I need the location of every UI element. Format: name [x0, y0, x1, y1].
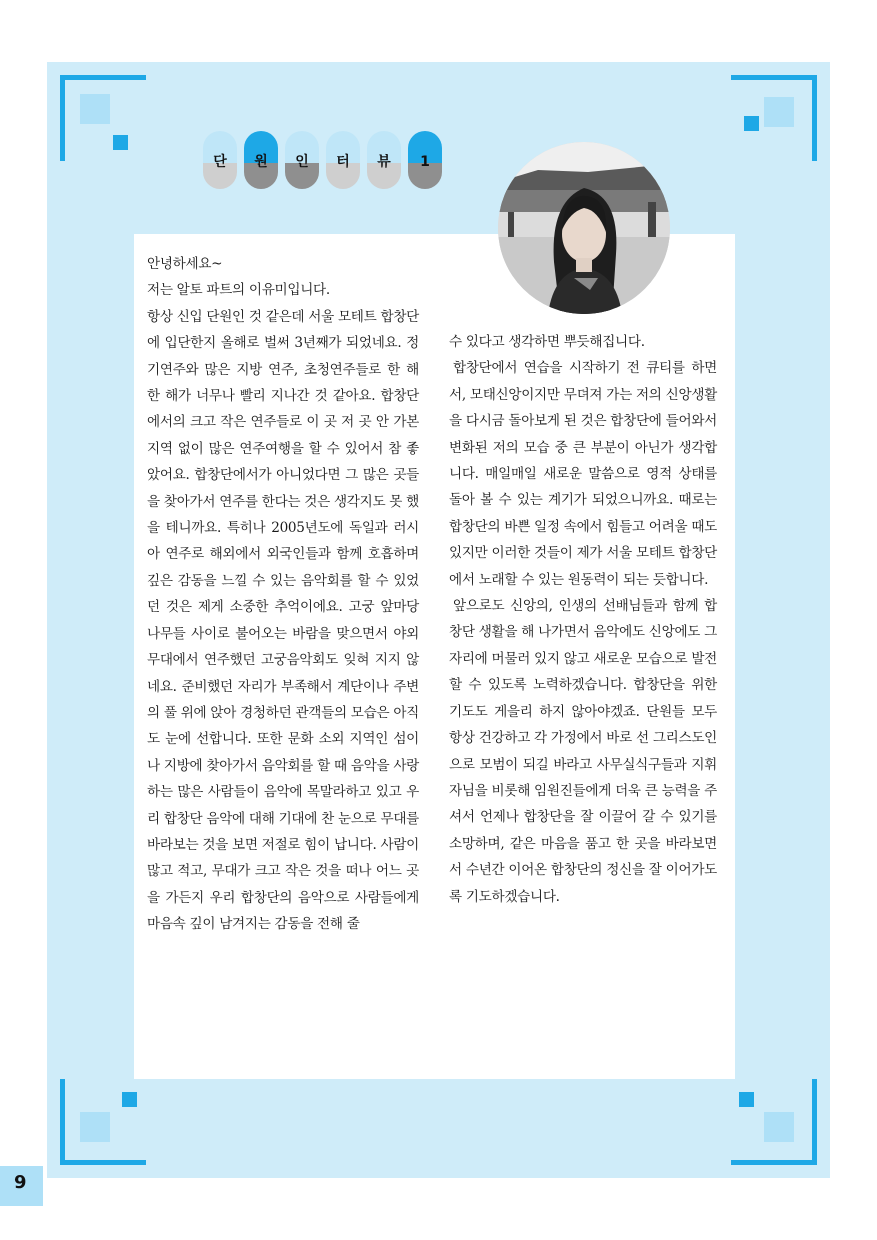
corner-bracket-bottom-left-v [60, 1079, 65, 1165]
corner-bracket-top-left-h [60, 75, 146, 80]
corner-bracket-top-left-v [60, 75, 65, 161]
page-number-tab [0, 1166, 43, 1206]
portrait-photo [498, 142, 670, 314]
corner-bracket-bottom-right-v [812, 1079, 817, 1165]
decorative-square [764, 97, 794, 127]
section-title [203, 131, 441, 195]
decorative-square [764, 1112, 794, 1142]
title-cell [367, 131, 401, 195]
title-char: 원 [254, 154, 268, 170]
article-paragraph: 안녕하세요~ [147, 256, 223, 272]
title-cell [326, 131, 360, 195]
article-left-column [147, 251, 419, 938]
decorative-square [80, 94, 110, 124]
article-paragraph: 앞으로도 신앙의, 인생의 선배님들과 함께 합창단 생활을 해 나가면서 음악에도 신앙에도 그 자리에 머물러 있지 않고 새로운 모습으로 발전 할 수 있도록 노력하겠습니다. 합창단을 위한 기도도 게을리 하지 않아야겠죠. 단원들 모두 항상 건강하고 각 가정에서 바로 선 그리스도인으로 모범이 되길 바라고 사무실식구들과 지휘자님을 비롯해 임원진들에게 더욱 큰 능력을 주셔서 언제나 합창단을 잘 이끌어 갈 수 있기를 소망하며, 같은 마음을 품고 한 곳을 바라보면서 수년간 이어온 합창단의 정신을 잘 이어가도록 기도하겠습니다. [449, 598, 717, 905]
title-char: 1 [420, 154, 430, 170]
article-paragraph: 저는 알토 파트의 이유미입니다. [147, 282, 330, 299]
corner-bracket-bottom-right-h [731, 1160, 817, 1165]
title-cell [203, 131, 237, 195]
article-paragraph: 합창단에서 연습을 시작하기 전 큐티를 하면서, 모태신앙이지만 무뎌져 가는 저의 신앙생활을 다시금 돌아보게 된 것은 합창단에 들어와서 변화된 저의 모습 중 큰 부분이 아닌가 생각합니다. 매일매일 새로운 말씀으로 영적 상태를 돌아 볼 수 있는 계기가 되었으니까요. 때로는 합창단의 바쁜 일정 속에서 힘들고 어려울 때도 있지만 이러한 것들이 제가 서울 모테트 합창단에서 노래할 수 있는 원동력이 되는 듯합니다. [449, 360, 717, 588]
article-paragraph: 항상 신입 단원인 것 같은데 서울 모테트 합창단에 입단한지 올해로 벌써 3년째가 되었네요. 정기연주와 많은 지방 연주, 초청연주들로 한 해 한 해가 너무나 빨리 지나간 것 같아요. 합창단에서의 크고 작은 연주들로 이 곳 저 곳 안 가본 지역 없이 많은 연주여행을 할 수 있어서 참 좋았어요. 합창단에서가 아니었다면 그 많은 곳들을 찾아가서 연주를 한다는 것은 생각지도 못 했을 테니까요. 특히나 2005년도에 독일과 러시아 연주로 해외에서 외국인들과 함께 호흡하며 깊은 감동을 느낄 수 있는 음악회를 할 수 있었던 것은 제게 소중한 추억이에요. 고궁 앞마당 나무들 사이로 불어오는 바람을 맞으면서 야외무대에서 연주했던 고궁음악회도 잊혀 지지 않네요. 준비했던 자리가 부족해서 계단이나 주변의 풀 위에 앉아 경청하던 관객들의 모습은 아직도 눈에 선합니다. 또한 문화 소외 지역인 섬이나 지방에 찾아가서 음악회를 할 때 음악을 사랑하는 많은 사람들이 음악에 목말라하고 있고 우리 합창단 음악에 대해 기대에 찬 눈으로 무대를 바라보는 것을 보면 저절로 힘이 납니다. 사람이 많고 적고, 무대가 크고 작은 것을 떠나 어느 곳을 가든지 우리 합창단의 음악으로 사람들에게 마음속 깊이 남겨지는 감동을 전해 줄 [147, 308, 419, 933]
decorative-square [744, 116, 759, 131]
title-cell [244, 131, 278, 195]
title-char: 뷰 [377, 154, 391, 170]
title-cell [408, 131, 442, 195]
portrait-illustration [498, 142, 670, 314]
corner-bracket-top-right-v [812, 75, 817, 161]
title-char: 단 [213, 154, 227, 170]
decorative-square [122, 1092, 137, 1107]
decorative-square [80, 1112, 110, 1142]
corner-bracket-top-right-h [731, 75, 817, 80]
title-cell [285, 131, 319, 195]
article-right-column [449, 329, 717, 910]
article-paragraph: 수 있다고 생각하면 뿌듯해집니다. [449, 334, 645, 350]
decorative-square [113, 135, 128, 150]
decorative-square [739, 1092, 754, 1107]
page-number: 9 [14, 1172, 27, 1193]
title-char: 터 [336, 154, 350, 170]
corner-bracket-bottom-left-h [60, 1160, 146, 1165]
title-char: 인 [295, 154, 309, 170]
